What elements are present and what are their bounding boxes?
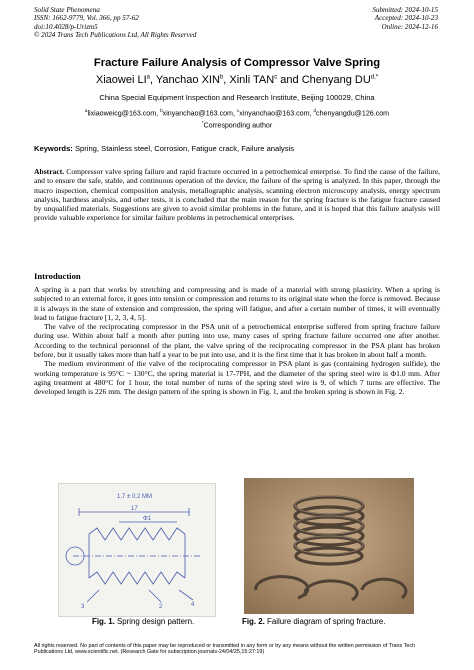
copyright-line: © 2024 Trans Tech Publications Ltd, All Rights Reserved [34, 31, 197, 40]
figure-2-caption-text: Failure diagram of spring fracture. [267, 617, 386, 626]
paragraph: The medium environment of the valve of the reciprocating compressor in PSA plant is gas (containing hydrogen sulfide), the working temperature is 95°C ~ 130°C, the spring material is 17-7PH, and the diameter of the spring steel wire is Φ1.0 mm. After aging treatment at 480°C for 1 hour, the total number of turns of the spring steel wire is 9, of which 7 turns are effective. The developed length is 226 mm. The design pattern of the spring is shown in Fig. 1, and the broken spring is shown in Fig. 2. [34, 359, 440, 397]
email-link[interactable]: xinyanchao@163.com [162, 109, 233, 118]
drawing-dim-total: 17 [131, 506, 138, 512]
corresponding-note [0, 120, 474, 129]
broken-spring-photo-svg [244, 478, 414, 614]
drawing-note: 1.7 ± 0.2 MM [117, 494, 152, 500]
abstract-label: Abstract. [34, 167, 65, 176]
drawing-mark: 2 [159, 604, 163, 610]
author-sup: d,* [370, 74, 379, 81]
email-link[interactable]: lixiaoweicg@163.com [87, 109, 157, 118]
author-sup: a [146, 74, 150, 81]
footer-rights-notice: All rights reserved. No part of contents of this paper may be reproduced or transmitted in any form or by any means without the written permission of Trans Tech Publications Ltd, www.scientific.net. (Research Gate for subscription journals-24/04/25,15:27:19) [34, 643, 416, 656]
author-sup: b [219, 74, 224, 81]
email-link[interactable]: xinyanchao@163.com [239, 109, 310, 118]
author-name: Chenyang DU [301, 74, 371, 86]
keywords [34, 144, 444, 153]
email-sup: c [236, 108, 240, 113]
figure-2-caption [242, 617, 385, 626]
figure-1-caption-text: Spring design pattern. [117, 617, 195, 626]
figure-1-label: Fig. 1. [92, 617, 115, 626]
author-sup: c [274, 74, 278, 81]
author-list [0, 74, 474, 86]
figure-2-label: Fig. 2. [242, 617, 265, 626]
abstract [34, 167, 440, 223]
introduction-body [34, 285, 440, 397]
paragraph: The valve of the reciprocating compressor in the PSA unit of a petrochemical enterprise suffered from spring fracture failure during use. Within about half a month after putting into use, many cases of spring fracture failure occurred one after another. According to the technical personnel of the plant, the valve spring of the reciprocating compressor in the PSA plant has broken before, but it usually takes more than half a year to be put into use, and it is the first time that it has broken in about half a month. [34, 322, 440, 360]
paragraph: A spring is a part that works by stretching and compressing and is made of a material with strong plasticity. When a spring is subjected to an external force, it goes into tension or compression and returns to its original state when the force is removed. Because it is always in the state of extension and compression, the spring will fatigue, and after a certain number of times, it will eventually lead to fatigue fracture [1, 2, 3, 4, 5]. [34, 285, 440, 322]
header-right [372, 6, 438, 31]
email-link[interactable]: chenyangdu@126.com [316, 109, 390, 118]
email-sup: a [84, 108, 88, 113]
drawing-mark: 3 [81, 604, 85, 610]
email-list: $^a$lixiaoweicg@163.com, $^b$xinyanchao@163.com, $^c$xinyanchao@163.com, $^d$chenyangdu@126.com [84, 108, 390, 118]
accepted-date: Accepted: 2024-10-23 [374, 14, 438, 23]
author-separator: , [223, 74, 230, 86]
abstract-text: Compressor valve spring failure and rapid fracture occurred in a petrochemical enterprise. To find the cause of the failure, and to ensure the safe, stable, and continuous operation of the device, the failure of the spring is analyzed. In this paper, through the macro inspection, chemical composition analysis, metallographic analysis, scanning electron microscopy analysis, energy spectrum analysis, hardness analysis, and other tests, it is concluded that the main reason for the spring fracture is the fatigue fracture caused by unqualified materials. Suggestions are given to avoid similar problems in the future, and it is hoped that this failure analysis will provide valuable experience for similar failure problems in petrochemical enterprises. [34, 167, 440, 223]
online-date: Online: 2024-12-16 [381, 22, 438, 31]
header-left [34, 6, 196, 40]
paper-title: Fracture Failure Analysis of Compressor Valve Spring [93, 57, 381, 69]
author-separator: and [277, 74, 302, 86]
drawing-mark: 4 [191, 602, 195, 608]
author-name: Xinli TAN [229, 74, 275, 86]
email-sup: b [160, 108, 163, 113]
figure-1-spring-drawing [58, 483, 216, 617]
doi-line[interactable]: doi:10.4028/p-Urizm5 [34, 22, 98, 31]
corresponding-sup: * [201, 120, 204, 125]
author-name: Yanchao XIN [155, 74, 220, 86]
keywords-text: Spring, Stainless steel, Corrosion, Fatigue crack, Failure analysis [74, 144, 295, 153]
figure-2-broken-spring-photo [244, 478, 414, 614]
author-name: Xiaowei LI [95, 74, 147, 86]
email-sup: d [313, 108, 317, 113]
drawing-dim-turn: Φ1 [143, 516, 152, 522]
figure-1-caption [92, 617, 194, 626]
journal-name: Solid State Phenomena [34, 6, 100, 14]
issn-line: ISSN: 1662-9779, Vol. 366, pp 57-62 [34, 14, 139, 23]
keywords-label: Keywords: [34, 144, 73, 153]
spring-drawing-svg [59, 484, 215, 616]
affiliation: China Special Equipment Inspection and Research Institute, Beijing 100029, China [99, 93, 375, 102]
author-separator: , [149, 74, 156, 86]
corresponding-text: Corresponding author [203, 121, 273, 130]
section-heading-introduction: Introduction [34, 271, 81, 281]
submitted-date: Submitted: 2024-10-15 [372, 6, 438, 14]
